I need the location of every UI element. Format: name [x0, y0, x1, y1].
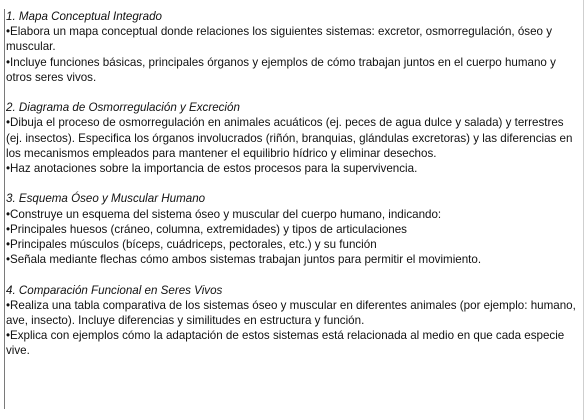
- section-comparacion-funcional: [6, 283, 580, 359]
- bullet-text: Construye un esquema del sistema óseo y muscular del cuerpo humano, indicando:: [10, 207, 442, 221]
- bullet-item: [6, 328, 580, 358]
- bullet-item: [6, 115, 580, 161]
- bullet-mark: •: [6, 116, 11, 130]
- bullet-text: Incluye funciones básicas, principales órganos y ejemplos de cómo trabajan juntos en el cuerpo humano y otros seres vivos.: [6, 55, 556, 84]
- bullet-text: Explica con ejemplos cómo la adaptación de estos sistemas está relacionada al medio en que cada especie vive.: [6, 329, 565, 358]
- bullet-mark: •: [6, 329, 11, 343]
- right-edge-rule: [583, 0, 584, 420]
- section-title: 3. Esquema Óseo y Muscular Humano: [6, 192, 206, 206]
- bullet-item: [6, 298, 580, 328]
- section-osmorregulacion: [6, 100, 580, 176]
- bullet-mark: •: [6, 25, 11, 39]
- section-title: 4. Comparación Funcional en Seres Vivos: [6, 283, 223, 297]
- bullet-text: Realiza una tabla comparativa de los sistemas óseo y muscular en diferentes animales (por ejemplo: humano, ave, insecto). Incluye diferencias y similitudes en estructura y función.: [6, 298, 576, 328]
- bullet-item: [6, 24, 580, 54]
- bullet-item: [6, 237, 580, 252]
- bullet-text: Dibuja el proceso de osmorregulación en animales acuáticos (ej. peces de agua dulce y salada) y terrestres (ej. insectos). Especifica los órganos involucrados (riñón, branquias, glándulas excretoras) y las diferencias en los mecanismos empleados para mantener el equilibrio hídrico y eliminar desechos.: [6, 116, 573, 160]
- bullet-mark: •: [6, 298, 11, 312]
- section-esquema-oseo-muscular: [6, 191, 580, 267]
- section-title: 2. Diagrama de Osmorregulación y Excreción: [6, 101, 240, 115]
- bullet-text: Principales huesos (cráneo, columna, extremidades) y tipos de articulaciones: [10, 222, 407, 236]
- bullet-item: [6, 207, 580, 222]
- bullet-mark: •: [6, 238, 11, 252]
- bullet-mark: •: [6, 162, 11, 176]
- bullet-item: [6, 222, 580, 237]
- bullet-text: Haz anotaciones sobre la importancia de estos procesos para la supervivencia.: [10, 162, 418, 176]
- bullet-mark: •: [6, 222, 11, 236]
- section-title: 1. Mapa Conceptual Integrado: [6, 10, 162, 23]
- bullet-item: [6, 252, 580, 267]
- bullet-mark: •: [6, 207, 11, 221]
- bullet-item: [6, 161, 580, 176]
- bullet-mark: •: [6, 55, 11, 69]
- left-margin-rule: [4, 9, 5, 409]
- document-body: [6, 9, 580, 374]
- bullet-text: Señala mediante flechas cómo ambos sistemas trabajan juntos para permitir el movimiento.: [10, 253, 482, 267]
- bullet-text: Principales músculos (bíceps, cuádriceps, pectorales, etc.) y su función: [10, 238, 377, 252]
- bullet-mark: •: [6, 253, 11, 267]
- bullet-text: Elabora un mapa conceptual donde relaciones los siguientes sistemas: excretor, osmorregulación, óseo y muscular.: [6, 25, 552, 54]
- bullet-item: [6, 55, 580, 85]
- section-mapa-conceptual: [6, 9, 580, 85]
